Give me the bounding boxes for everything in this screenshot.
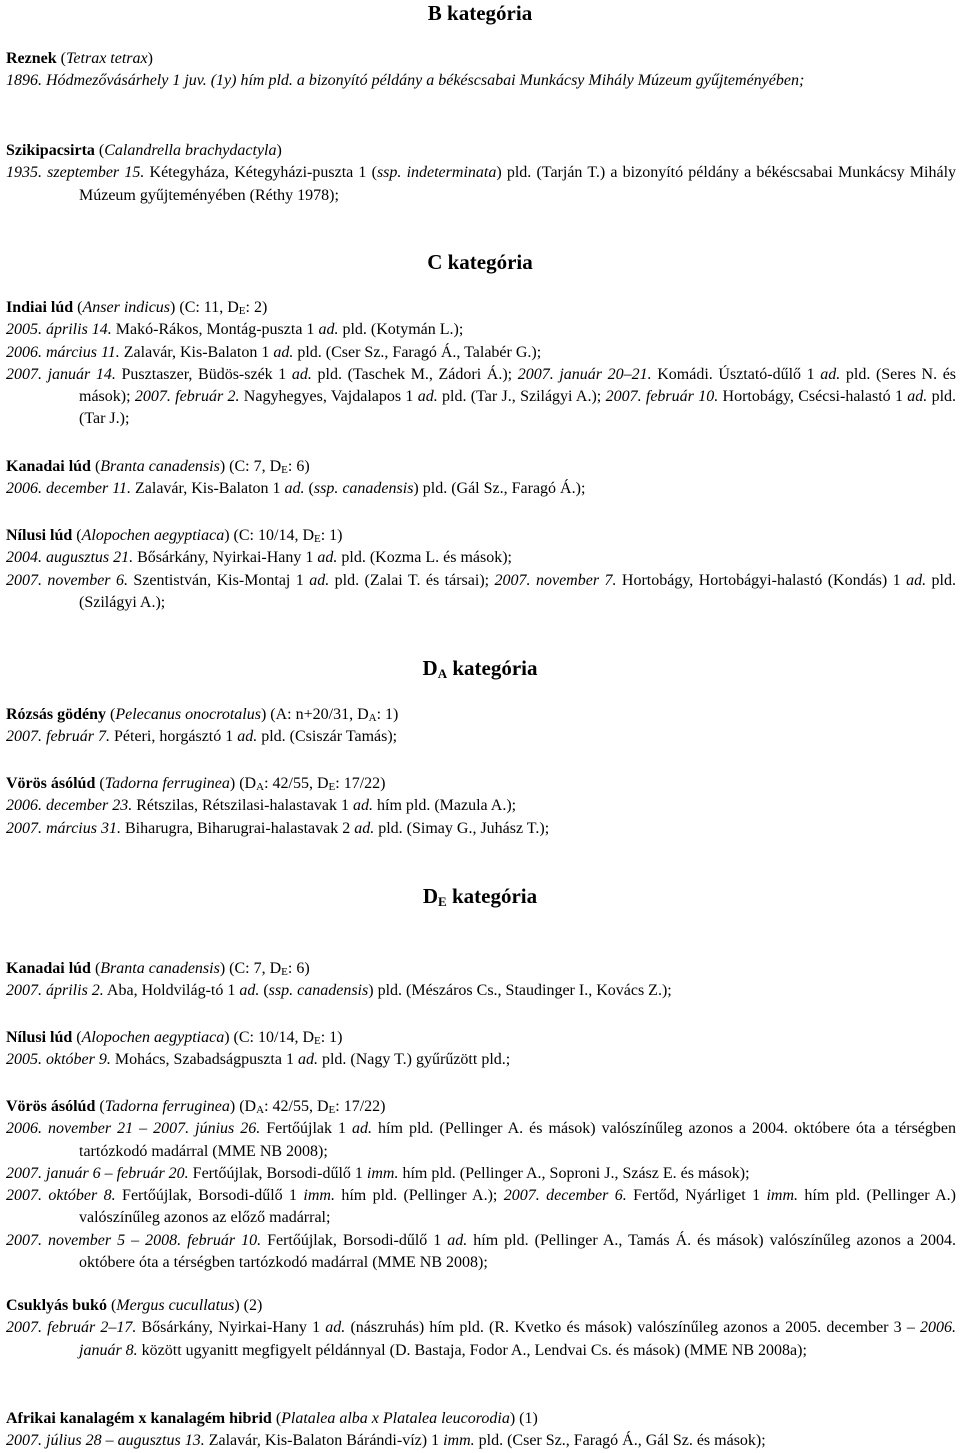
record-line	[6, 547, 956, 569]
text-run: Fertőújlak, Borsodi-dűlő 1	[115, 1187, 304, 1205]
record-line	[6, 478, 956, 500]
text-run: pld. (Kozma L. és mások);	[337, 549, 512, 567]
record-line	[6, 342, 956, 364]
species-name: Nílusi lúd	[6, 1029, 73, 1046]
record-line	[6, 1317, 956, 1362]
text-run: : 17/22)	[335, 1098, 386, 1115]
species-entry	[6, 1096, 956, 1274]
text-run: hím pld. (Pellinger A. és mások) valószínűleg azonos a 2004. októbere óta a térségben tartózkodó madárral (MME NB 2008);	[79, 1120, 957, 1160]
text-run: Mohács, Szabadságpuszta 1	[110, 1051, 298, 1069]
text-run: ) pld. (Gál Sz., Faragó Á.);	[413, 480, 586, 498]
text-run: Pusztaszer, Büdös-szék 1	[115, 365, 292, 383]
text-run: Péteri, horgásztó 1	[110, 728, 238, 746]
species-title-line	[6, 1096, 956, 1118]
italic-text: 2005. október 9.	[6, 1051, 111, 1069]
subscript: E	[281, 464, 288, 476]
italic-text: Pelecanus onocrotalus	[115, 706, 261, 723]
text-run: )	[147, 50, 153, 67]
text-run: Fertőd, Nyárliget 1	[626, 1187, 767, 1205]
text-run: Bősárkány, Nyirkai-Hany 1	[133, 549, 318, 567]
text-run: hím pld. (Mazula A.);	[373, 797, 517, 815]
italic-text: ssp. indeterminata	[376, 164, 497, 182]
italic-text: ad.	[417, 388, 438, 406]
italic-text: 2006. november 21 – 2007. június 26.	[6, 1120, 261, 1138]
italic-text: ssp. canadensis	[313, 480, 414, 498]
italic-text: 2007. november 5 – 2008. február 10.	[6, 1231, 262, 1249]
text-run: Szentistván, Kis-Montaj 1	[127, 571, 310, 589]
species-entry	[6, 1408, 956, 1453]
text-run: pld. (Cser Sz., Faragó Á., Gál Sz. és mások);	[474, 1432, 766, 1450]
species-entry	[6, 456, 956, 501]
text-run: ) pld. (Tarján T.) a bizonyító példány a békéscsabai Munkácsy Mihály Múzeum gyűjteményében (Réthy 1978);	[79, 164, 957, 204]
italic-text: ad.	[447, 1231, 468, 1249]
italic-text: Tadorna ferruginea	[104, 775, 230, 792]
subscript: A	[256, 781, 265, 793]
record-line	[6, 980, 956, 1002]
italic-text: ad.	[297, 1051, 318, 1069]
species-entry	[6, 704, 956, 749]
text-run: Bősárkány, Nyirkai-Hany 1	[136, 1319, 326, 1337]
text-run: Fertőújlak 1	[260, 1120, 353, 1138]
text-run: pld. (Szilágyi A.);	[79, 571, 956, 611]
record-line	[6, 319, 956, 341]
text-run: Makó-Rákos, Montág-puszta 1	[111, 321, 319, 339]
text-run: : 6)	[287, 960, 310, 977]
species-title-line	[6, 1027, 956, 1049]
species-entry	[6, 1295, 956, 1362]
italic-text: Tetrax tetrax	[65, 50, 148, 67]
italic-text: Anser indicus	[82, 299, 171, 316]
text-run: ) (C: 7, D	[219, 458, 282, 475]
italic-text: imm.	[443, 1432, 475, 1450]
text-run: Hortobágy, Hortobágyi-halastó (Kondás) 1	[616, 571, 907, 589]
heading-text: D	[422, 884, 439, 908]
italic-text: Alopochen aegyptiaca	[81, 527, 225, 544]
record-line	[6, 364, 956, 431]
text-run: Hortobágy, Csécsi-halastó 1	[718, 388, 908, 406]
italic-text: 2006. január 8.	[79, 1319, 957, 1359]
italic-text: ad.	[317, 549, 338, 567]
text-run: ) (1)	[509, 1410, 538, 1427]
italic-text: 2007. február 10.	[605, 388, 719, 406]
text-run: hím pld. (Pellinger A.);	[334, 1187, 504, 1205]
species-title-line	[6, 140, 956, 162]
text-run: : 1)	[320, 527, 343, 544]
record-line	[6, 795, 956, 817]
species-title-line	[6, 1408, 956, 1430]
section-heading	[0, 0, 960, 26]
species-name: Csuklyás bukó	[6, 1297, 107, 1314]
text-run: (	[73, 299, 83, 316]
species-title-line	[6, 525, 956, 547]
species-name: Vörös ásólúd	[6, 1098, 96, 1115]
text-run: Nagyhegyes, Vajdalapos 1	[239, 388, 418, 406]
species-entry	[6, 48, 956, 93]
species-name: Kanadai lúd	[6, 960, 91, 977]
species-entry	[6, 773, 956, 840]
italic-text: 2007. február 2.	[134, 388, 240, 406]
text-run: ) (2)	[234, 1297, 263, 1314]
text-run: ) (C: 10/14, D	[224, 527, 314, 544]
record-line	[6, 70, 956, 92]
italic-text: 2007. április 2.	[6, 982, 104, 1000]
italic-text: Branta canadensis	[100, 960, 220, 977]
text-run: hím pld. (Pellinger A., Tamás Á. és mások) valószínűleg azonos a 2004. októbere óta a térségben tartózkodó madárral (MME NB 2008);	[79, 1231, 956, 1272]
subscript: A	[368, 712, 377, 724]
record-line	[6, 1185, 956, 1230]
text-run: pld. (Tar J.);	[79, 388, 957, 428]
italic-text: 2007. január 14.	[6, 365, 116, 383]
species-name: Rózsás gödény	[6, 706, 107, 723]
text-run: pld. (Taschek M., Zádori Á.);	[311, 365, 518, 383]
italic-text: Tadorna ferruginea	[104, 1098, 230, 1115]
text-run: ) (D	[229, 775, 257, 792]
text-run: : 42/55, D	[264, 1098, 329, 1115]
italic-text: 1896. Hódmezővásárhely 1 juv. (1y) hím pld. a bizonyító példány a békéscsabai Munkácsy Mihály Múzeum gyűjteményében;	[6, 72, 805, 90]
italic-text: Branta canadensis	[100, 458, 220, 475]
text-run: pld. (Kotymán L.);	[338, 321, 464, 339]
italic-text: Mergus cucullatus	[116, 1297, 235, 1314]
italic-text: ad.	[291, 365, 312, 383]
italic-text: 2007. március 31.	[6, 819, 121, 837]
italic-text: 2004. augusztus 21.	[6, 549, 134, 567]
heading-text: D	[422, 656, 438, 680]
italic-text: ad.	[309, 571, 330, 589]
text-run: hím pld. (Pellinger A., Soproni J., Szász E. és mások);	[398, 1164, 750, 1182]
section-heading	[0, 249, 960, 275]
heading-subscript: E	[438, 894, 447, 909]
species-name: Afrikai kanalagém x kanalagém hibrid	[6, 1410, 272, 1427]
text-run: pld. (Csiszár Tamás);	[257, 728, 398, 746]
species-entry	[6, 297, 956, 431]
record-line	[6, 570, 956, 615]
italic-text: ssp. canadensis	[268, 982, 369, 1000]
record-line	[6, 1049, 956, 1071]
italic-text: 2007. október 8.	[6, 1187, 116, 1205]
record-line	[6, 162, 956, 207]
text-run: (	[72, 527, 82, 544]
species-name: Indiai lúd	[6, 299, 74, 316]
text-run: Biharugra, Biharugrai-halastavak 2	[120, 819, 355, 837]
text-run: Aba, Holdvilág-tó 1	[103, 982, 240, 1000]
text-run: Zalavár, Kis-Balaton 1	[119, 343, 274, 361]
text-run: : 1)	[376, 706, 399, 723]
text-run: (	[56, 50, 66, 67]
record-line	[6, 1163, 956, 1185]
species-name: Nílusi lúd	[6, 527, 73, 544]
text-run: : 42/55, D	[264, 775, 329, 792]
text-run: (	[95, 1098, 105, 1115]
text-run: pld. (Zalai T. és társai);	[329, 571, 495, 589]
italic-text: Alopochen aegyptiaca	[81, 1029, 225, 1046]
species-title-line	[6, 704, 956, 726]
text-run: (nászruhás) hím pld. (R. Kvetko és mások) valószínűleg azonos a 2005. december 3 –	[345, 1319, 921, 1337]
subscript: E	[238, 305, 246, 317]
text-run: pld. (Tar J., Szilágyi A.);	[437, 388, 606, 406]
text-run: Fertőújlak, Borsodi-dűlő 1	[188, 1164, 367, 1182]
text-run: Komádi. Úsztató-dűlő 1	[651, 365, 821, 383]
text-run: (	[90, 458, 101, 475]
species-title-line	[6, 1295, 956, 1317]
text-run: : 6)	[287, 458, 310, 475]
text-run: hím pld. (Pellinger A.) valószínűleg azonos az előző madárral;	[79, 1187, 957, 1227]
italic-text: ad.	[354, 819, 375, 837]
italic-text: Calandrella brachydactyla	[104, 142, 277, 159]
species-title-line	[6, 297, 956, 319]
italic-text: imm.	[366, 1164, 399, 1182]
text-run: )	[276, 142, 282, 159]
record-line	[6, 1430, 956, 1452]
italic-text: 2006. december 11.	[6, 480, 131, 498]
text-run: ) (C: 11, D	[170, 299, 239, 316]
record-line	[6, 818, 956, 840]
text-run: Fertőújlak, Borsodi-dűlő 1	[261, 1231, 448, 1249]
text-run: (	[106, 1297, 117, 1314]
italic-text: ad.	[352, 1120, 373, 1138]
subscript: E	[281, 966, 288, 978]
italic-text: 2007. február 2–17.	[6, 1319, 137, 1337]
text-run: : 17/22)	[335, 775, 386, 792]
record-line	[6, 1230, 956, 1275]
text-run: ) (C: 7, D	[219, 960, 282, 977]
heading-suffix: kategória	[446, 884, 538, 908]
text-run: (	[90, 960, 101, 977]
text-run: ) (D	[229, 1098, 257, 1115]
italic-text: imm.	[766, 1187, 799, 1205]
text-run: (	[106, 706, 116, 723]
text-run: pld. (Seres N. és mások);	[79, 365, 957, 406]
italic-text: ad.	[318, 321, 339, 339]
italic-text: 1935. szeptember 15.	[6, 164, 145, 182]
species-title-line	[6, 48, 956, 70]
italic-text: 2007. január 6 – február 20.	[6, 1164, 189, 1182]
text-run: Zalavár, Kis-Balaton 1	[131, 480, 285, 498]
italic-text: ad.	[239, 982, 260, 1000]
italic-text: 2006. március 11.	[6, 343, 120, 361]
species-entry	[6, 140, 956, 207]
species-entry	[6, 525, 956, 614]
heading-suffix: kategória	[447, 656, 538, 680]
text-run: pld. (Simay G., Juhász T.);	[374, 819, 550, 837]
subscript: A	[256, 1104, 265, 1116]
text-run: (	[95, 775, 105, 792]
species-name: Szikipacsirta	[6, 142, 95, 159]
text-run: pld. (Cser Sz., Faragó Á., Talabér G.);	[293, 343, 542, 361]
record-line	[6, 726, 956, 748]
italic-text: 2007. január 20–21.	[517, 365, 652, 383]
text-run: pld. (Nagy T.) gyűrűzött pld.;	[317, 1051, 511, 1069]
heading-text: B kategória	[427, 1, 533, 25]
subscript: E	[314, 533, 321, 545]
italic-text: 2007. december 6.	[503, 1187, 627, 1205]
italic-text: ad.	[907, 388, 928, 406]
italic-text: 2007. július 28 – augusztus 13.	[6, 1432, 205, 1450]
text-run: Zalavár, Kis-Balaton Bárándi-víz) 1	[204, 1432, 444, 1450]
text-run: (	[304, 480, 314, 498]
text-run: ) pld. (Mészáros Cs., Staudinger I., Kovács Z.);	[368, 982, 672, 1000]
italic-text: 2005. április 14.	[6, 321, 112, 339]
text-run: (	[72, 1029, 82, 1046]
species-title-line	[6, 773, 956, 795]
text-run: : 1)	[320, 1029, 343, 1046]
italic-text: 2007. november 6.	[6, 571, 128, 589]
italic-text: ad.	[325, 1319, 346, 1337]
section-heading	[0, 655, 960, 681]
section-heading	[0, 883, 960, 909]
italic-text: ad.	[284, 480, 305, 498]
species-name: Kanadai lúd	[6, 458, 91, 475]
italic-text: ad.	[353, 797, 374, 815]
text-run: Kétegyháza, Kétegyházi-puszta 1 (	[144, 164, 377, 182]
species-title-line	[6, 456, 956, 478]
italic-text: 2007. február 7.	[6, 728, 110, 746]
text-run: Rétszilas, Rétszilasi-halastavak 1	[132, 797, 354, 815]
heading-subscript: A	[437, 666, 448, 681]
text-run: (	[271, 1410, 282, 1427]
record-line	[6, 1118, 956, 1163]
species-name: Reznek	[6, 50, 57, 67]
italic-text: ad.	[906, 571, 927, 589]
text-run: : 2)	[245, 299, 268, 316]
italic-text: 2007. november 7.	[494, 571, 617, 589]
italic-text: Platalea alba x Platalea leucorodia	[281, 1410, 510, 1427]
italic-text: ad.	[820, 365, 841, 383]
species-title-line	[6, 958, 956, 980]
text-run: (	[259, 982, 269, 1000]
italic-text: imm.	[303, 1187, 335, 1205]
species-name: Vörös ásólúd	[6, 775, 96, 792]
subscript: E	[314, 1035, 321, 1047]
heading-text: C kategória	[427, 250, 533, 274]
subscript: E	[328, 1104, 336, 1116]
italic-text: ad.	[273, 343, 294, 361]
species-entry	[6, 1027, 956, 1072]
text-run: ) (C: 10/14, D	[224, 1029, 314, 1046]
species-entry	[6, 958, 956, 1003]
subscript: E	[328, 781, 336, 793]
italic-text: 2006. december 23.	[6, 797, 133, 815]
text-run: ) (A: n+20/31, D	[260, 706, 369, 723]
text-run: között ugyanitt megfigyelt példánnyal (D. Bastaja, Fodor A., Lendvai Cs. és mások) (MME NB 2008a);	[137, 1341, 807, 1359]
text-run: (	[94, 142, 105, 159]
italic-text: ad.	[237, 728, 258, 746]
